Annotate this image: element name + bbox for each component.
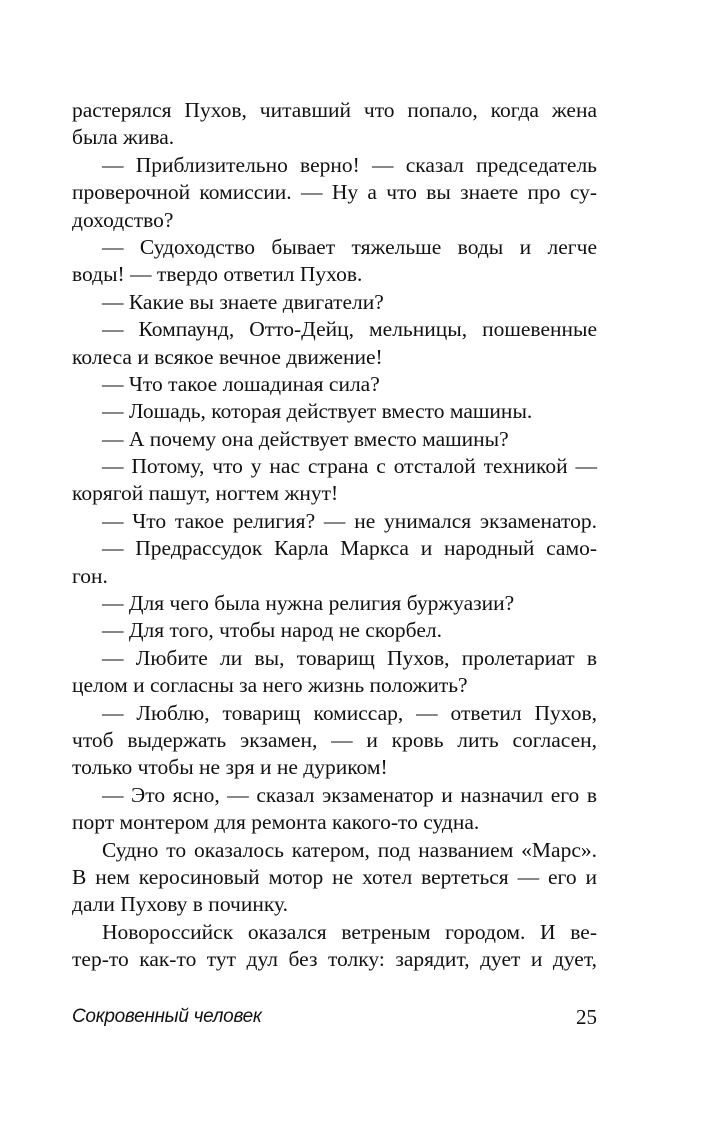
text-line: растерялся Пухов, читавший что попало, когда жена	[72, 98, 597, 122]
text-line: дали Пухову в починку.	[72, 892, 288, 917]
page-footer	[72, 1002, 597, 1032]
text-line: воды! — твердо ответил Пухов.	[72, 262, 363, 287]
text-line: доходство?	[72, 207, 174, 232]
text-line: — Приблизительно верно! — сказал председатель	[102, 152, 597, 177]
running-title: Сокровенный человек	[72, 1006, 262, 1027]
text-line: Судно то оказалось катером, под названием «Марс».	[102, 837, 597, 862]
text-line: — Какие вы знаете двигатели?	[102, 289, 384, 314]
text-line: — Люблю, товарищ комиссар, — ответил Пухов,	[102, 700, 597, 725]
text-line: порт монтером для ремонта какого-то судна.	[72, 810, 480, 835]
text-line: Новороссийск оказался ветреным городом. И ве-	[102, 919, 597, 944]
text-line: тер-то как-то тут дул без толку: зарядит, дует и дует,	[72, 947, 597, 972]
text-line: чтоб выдержать экзамен, — и кровь лить согласен,	[72, 727, 597, 752]
text-line: — Предрассудок Карла Маркса и народный само-	[102, 536, 597, 561]
text-line: — Это ясно, — сказал экзаменатор и назначил его в	[102, 782, 597, 807]
text-line: проверочной комиссии. — Ну а что вы знаете про су-	[72, 180, 597, 205]
text-line: — Судоходство бывает тяжельше воды и легче	[102, 234, 597, 259]
text-line: колеса и всякое вечное движение!	[72, 344, 383, 369]
page-number: 25	[576, 1005, 597, 1029]
text-line: — Компаунд, Отто-Дейц, мельницы, пошевенные	[102, 317, 597, 342]
text-line: — Для того, чтобы народ не скорбел.	[102, 618, 442, 643]
text-line: корягой пашут, ногтем жнут!	[72, 481, 339, 506]
text-line: — Что такое религия? — не унимался экзаменатор.	[102, 508, 597, 533]
text-line: — Любите ли вы, товарищ Пухов, пролетариат в	[102, 645, 597, 670]
text-line: только чтобы не зря и не дуриком!	[72, 755, 388, 780]
text-line: была жива.	[72, 125, 175, 150]
page-body	[72, 97, 597, 974]
text-line: целом и согласны за него жизнь положить?	[72, 673, 468, 698]
text-line: В нем керосиновый мотор не хотел вертеться — его и	[72, 864, 597, 889]
text-line: — Для чего была нужна религия буржуазии?	[102, 591, 515, 616]
text-line: гон.	[72, 563, 108, 588]
text-line: — А почему она действует вместо машины?	[102, 426, 509, 451]
text-line: — Потому, что у нас страна с отсталой техникой —	[102, 454, 597, 479]
text-line: — Лошадь, которая действует вместо машины.	[102, 399, 533, 424]
text-line: — Что такое лошадиная сила?	[102, 371, 380, 396]
